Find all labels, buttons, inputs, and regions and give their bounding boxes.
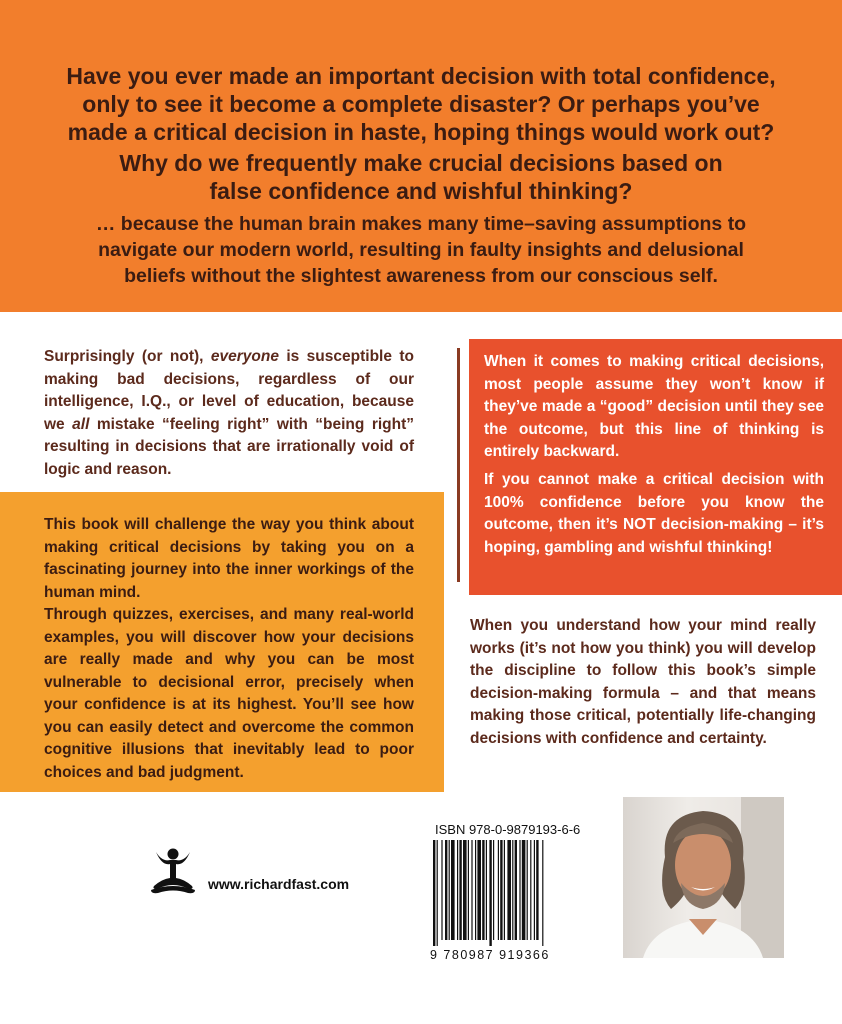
barcode-bar [522, 840, 526, 940]
barcode-bar [519, 840, 520, 940]
barcode-bar [530, 840, 531, 940]
barcode-bar [489, 840, 491, 946]
understand-paragraph: When you understand how your mind really works (it’s not how you think) you will develop the discipline to follow this book’s simple decision-making formula – and that means making those critical, potentially life-changing decisions with confidence and certainty. [470, 617, 816, 747]
meditating-figure-icon [148, 848, 198, 894]
quizzes-paragraph: Through quizzes, exercises, and many real-world examples, you will discover how your decisions are really made and why you can be most vulnerable to decisional error, precisely when your confidence is at its highest. You’ll see how you can easily detect and overcome the common cognitive illusions that inevitably lead to poor choices and bad judgment. [44, 606, 414, 781]
because-statement: … because the human brain makes many time–saving assumptions to navigate our modern world, resulting in faulty insights and delusional beliefs without the slightest awareness from our conscious self. [95, 213, 747, 287]
barcode-bar [534, 840, 535, 940]
surprising-paragraph: Surprisingly (or not), everyone is susceptible to making bad decisions, regardless of our intelligence, I.Q., or level of education, because we all mistake “feeling right” with “being right” resulting in decisions that are irrationally void of logic and reason. [44, 348, 415, 478]
author-photo [623, 797, 784, 958]
barcode-bar [486, 840, 487, 940]
barcode-bar [445, 840, 447, 940]
barcode-bar [536, 840, 538, 940]
barcode-bar [441, 840, 442, 940]
website-link[interactable]: www.richardfast.com [208, 876, 350, 892]
barcode-bar [459, 840, 461, 940]
barcode-bar [449, 840, 450, 940]
barcode-bar [475, 840, 476, 940]
barcode-bar [515, 840, 517, 940]
barcode-bar [500, 840, 502, 940]
author-portrait-icon [623, 797, 784, 958]
challenge-paragraph: This book will challenge the way you think about making critical decisions by taking you on a fascinating journey into the inner workings of the human mind. [44, 516, 414, 601]
confidence-paragraph: If you cannot make a critical decision with 100% confidence before you know the outcome, then it’s NOT decision-making – it’s hoping, gambling and wishful thinking! [484, 471, 824, 556]
barcode-bar [504, 840, 505, 940]
top-band [0, 0, 842, 312]
red-panel [469, 339, 842, 595]
barcode-bar [463, 840, 467, 940]
barcode-bar [527, 840, 528, 940]
barcode-bar [471, 840, 472, 940]
barcode-bar [433, 840, 435, 946]
hook-question: Have you ever made an important decision with total confidence, only to see it become a complete disaster? Or perhaps you’ve made a critical decision in haste, hoping things would work out? [66, 63, 776, 145]
barcode-bar [482, 840, 484, 940]
why-question: Why do we frequently make crucial decisions based on false confidence and wishful thinking? [119, 150, 723, 204]
barcode-bar [507, 840, 511, 940]
critical-paragraph: When it comes to making critical decisions, most people assume they won’t know if they’ve made a “good” decision until they see the outcome, but this line of thinking is entirely backward. [484, 353, 824, 460]
barcode-bar [451, 840, 455, 940]
barcode-bar [498, 840, 499, 940]
vertical-divider [457, 348, 460, 582]
barcode-bar [457, 840, 458, 940]
isbn-label: ISBN 978-0-9879193-6-6 [435, 822, 581, 837]
barcode-icon [427, 840, 587, 946]
barcode-bar [542, 840, 543, 946]
barcode-bar [477, 840, 481, 940]
barcode-bar [512, 840, 513, 940]
barcode-bar [437, 840, 438, 946]
barcode-bar [493, 840, 494, 940]
barcode-number: 9 780987 919366 [430, 948, 550, 962]
barcode-bar [468, 840, 469, 940]
orange-panel [0, 492, 444, 792]
